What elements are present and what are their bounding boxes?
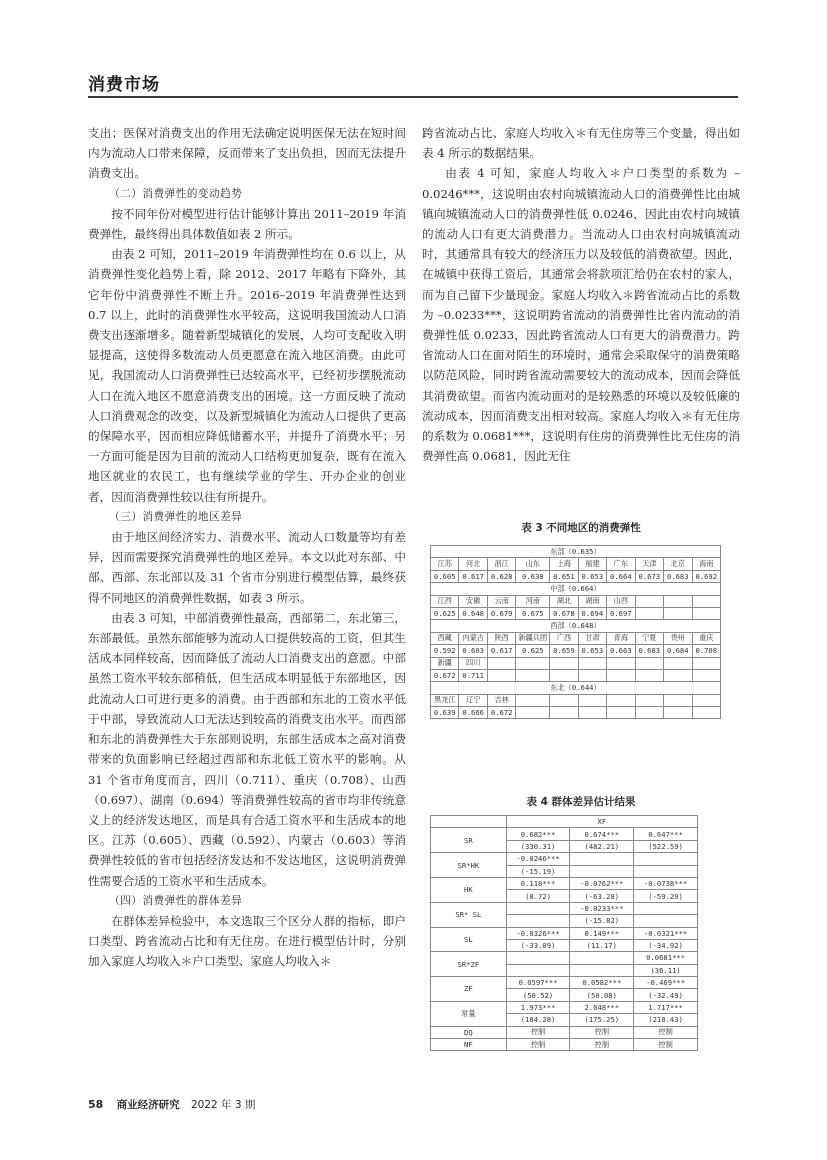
table4-cell bbox=[570, 964, 634, 976]
header-rule bbox=[88, 96, 738, 98]
table3-cell: 四川 bbox=[459, 657, 487, 669]
paragraph: 由表 4 可知，家庭人均收入＊户口类型的系数为 –0.0246***，这说明由农村向城镇流动人口的消费弹性比由城镇向城镇流动人口的消费弹性低 0.0246，因此由农村向城镇的流动人口有更大消费潜力。当流动人口由农村向城镇流动时，其通常具有较大的经济压力以及较低的消费欲望。因此，在城镇中获得工资后，其通常会将款项汇给仍在农村的家人，而为自己留下少量现金。家庭人均收入＊跨省流动占比的系数为 –0.0233***，这说明跨省流动的消费弹性比省内流动的消费弹性低 0.0233，因此跨省流动人口有更大的消费潜力。跨省流动人口在面对陌生的环境时，通常会采取保守的消费策略以防范风险，同时跨省流动需要较大的流动成本，因而会降低其消费欲望。而省内流动面对的是较熟悉的环境以及较低廉的流动成本，因而消费支出相对较高。家庭人均收入＊有无住房的系数为 0.0681***，这说明有住房的消费弹性比无住房的消费弹性高 0.0681，因此无住 bbox=[422, 166, 740, 464]
table4-cell: 控制 bbox=[634, 1039, 698, 1051]
table3-cell: 0.663 bbox=[607, 645, 635, 657]
subheading: （二）消费弹性的变动趋势 bbox=[109, 187, 243, 200]
table4-cell: -0.0326*** bbox=[506, 927, 570, 939]
table3-cell: 0.672 bbox=[431, 669, 459, 681]
table4-cell: (-15.82) bbox=[570, 915, 634, 927]
table3-cell bbox=[635, 694, 663, 706]
table3-cell: 甘肃 bbox=[578, 632, 606, 644]
table3-cell: 0.659 bbox=[550, 645, 578, 657]
table4-cell: 2.048*** bbox=[570, 1001, 634, 1013]
table3-cell bbox=[692, 607, 720, 619]
journal-name: 商业经济研究 bbox=[116, 1099, 180, 1111]
page-number: 58 bbox=[88, 1098, 104, 1111]
table3-cell: 0.683 bbox=[664, 570, 692, 582]
table3-cell: 0.683 bbox=[635, 645, 663, 657]
table4-cell bbox=[634, 853, 698, 865]
table3-cell: 吉林 bbox=[487, 694, 515, 706]
table3-cell: 山西 bbox=[607, 595, 635, 607]
table4-cell bbox=[634, 902, 698, 914]
table3-cell: 0.708 bbox=[692, 645, 720, 657]
table4-cell: (50.08) bbox=[570, 989, 634, 1001]
table3-cell: 江西 bbox=[431, 595, 459, 607]
table3-cell: 0.653 bbox=[578, 570, 606, 582]
table3-cell: 黑龙江 bbox=[431, 694, 459, 706]
table3-cell: 辽宁 bbox=[459, 694, 487, 706]
table4-cell: 控制 bbox=[634, 1026, 698, 1038]
table3-row bbox=[431, 632, 721, 644]
table4 bbox=[430, 815, 698, 1051]
table3-cell bbox=[692, 694, 720, 706]
table3-cell bbox=[664, 694, 692, 706]
paragraph: 在群体差异检验中，本文选取三个区分人群的指标，即户口类型、跨省流动占比和有无住房。在进行模型估计时，分别加入家庭人均收入＊户口类型、家庭人均收入＊ bbox=[88, 913, 406, 969]
table3-cell bbox=[635, 669, 663, 681]
table3-cell bbox=[664, 657, 692, 669]
table3-cell bbox=[487, 669, 515, 681]
table4-cell: 0.0681*** bbox=[634, 952, 698, 964]
table3-group-header: 西部（0.648） bbox=[431, 620, 721, 632]
table3-row bbox=[431, 607, 721, 619]
table3-cell: 青海 bbox=[607, 632, 635, 644]
table4-cell: -0.0762*** bbox=[570, 877, 634, 889]
table4-cell: (330.31) bbox=[506, 840, 570, 852]
table3-cell bbox=[578, 694, 606, 706]
issue-label: 2022 年 3 期 bbox=[191, 1099, 256, 1111]
table3-cell bbox=[607, 657, 635, 669]
subheading: （三）消费弹性的地区差异 bbox=[109, 510, 243, 523]
table3-cell bbox=[578, 669, 606, 681]
table4-row bbox=[431, 952, 698, 964]
table3-cell: 云南 bbox=[487, 595, 515, 607]
right-column bbox=[422, 123, 740, 466]
table3-cell: 0.678 bbox=[550, 607, 578, 619]
table3-cell: 0.694 bbox=[578, 607, 606, 619]
table4-cell bbox=[634, 865, 698, 877]
table4-row-label: SR*HK bbox=[431, 853, 507, 878]
table4-cell: (-34.92) bbox=[634, 939, 698, 951]
table3-cell: 0.711 bbox=[459, 669, 487, 681]
table4-cell: 1.973*** bbox=[506, 1001, 570, 1013]
table4-cell: -0.0233*** bbox=[570, 902, 634, 914]
table4-cell: -0.0738*** bbox=[634, 877, 698, 889]
table4-cell: 控制 bbox=[506, 1039, 570, 1051]
table4-row-label: NF bbox=[431, 1039, 507, 1051]
table3-cell bbox=[550, 707, 578, 719]
table3-cell: 海南 bbox=[692, 558, 720, 570]
table3-cell: 0.648 bbox=[459, 607, 487, 619]
table4-cell: (8.72) bbox=[506, 890, 570, 902]
table4-cell: 0.647*** bbox=[634, 828, 698, 840]
table4-cell bbox=[570, 952, 634, 964]
table3-cell: 陕西 bbox=[487, 632, 515, 644]
table3-cell: 广西 bbox=[550, 632, 578, 644]
table3-cell: 0.625 bbox=[516, 645, 550, 657]
paragraph: 支出；医保对消费支出的作用无法确定说明医保无法在短时间内为流动人口带来保障，反而带来了支出负担，因而无法提升消费支出。 bbox=[88, 126, 406, 181]
table3-cell bbox=[516, 694, 550, 706]
table4-row-label: DQ bbox=[431, 1026, 507, 1038]
table3-cell bbox=[692, 657, 720, 669]
paragraph: 按不同年份对模型进行估计能够计算出 2011–2019 年消费弹性，最终得出具体数值如表 2 所示。 bbox=[88, 206, 406, 242]
table4-cell bbox=[634, 915, 698, 927]
table3-cell: 0.617 bbox=[459, 570, 487, 582]
table4-cell: (-59.29) bbox=[634, 890, 698, 902]
table4-cell bbox=[570, 865, 634, 877]
table4-cell: (36.11) bbox=[634, 964, 698, 976]
table3-cell bbox=[692, 595, 720, 607]
table3-cell: 湖南 bbox=[578, 595, 606, 607]
table4-row-label: HK bbox=[431, 877, 507, 902]
table4-cell: (218.43) bbox=[634, 1014, 698, 1026]
table3-cell: 浙江 bbox=[487, 558, 515, 570]
table4-row-label: SL bbox=[431, 927, 507, 952]
paragraph: 由于地区间经济实力、消费水平、流动人口数量等均有差异，因而需要探究消费弹性的地区差异。本文以此对东部、中部、西部、东北部以及 31 个省市分别进行模型估算，最终获得不同地区的消费弹性数据，如表 3 所示。 bbox=[88, 530, 406, 605]
table3-cell bbox=[635, 607, 663, 619]
table3-cell: 广东 bbox=[607, 558, 635, 570]
table4-caption: 表 4 群体差异估计结果 bbox=[526, 796, 636, 808]
table3-group-header: 东北（0.644） bbox=[431, 682, 721, 694]
table3-cell: 0.692 bbox=[692, 570, 720, 582]
table4-row bbox=[431, 977, 698, 989]
table3-cell: 0.684 bbox=[664, 645, 692, 657]
table3-cell bbox=[635, 657, 663, 669]
table3-cell bbox=[607, 669, 635, 681]
table4-cell: 0.149*** bbox=[570, 927, 634, 939]
table3-row bbox=[431, 657, 721, 669]
table4-row bbox=[431, 877, 698, 889]
table4-row bbox=[431, 902, 698, 914]
table3-cell: 重庆 bbox=[692, 632, 720, 644]
table3-row bbox=[431, 558, 721, 570]
table3-cell bbox=[516, 657, 550, 669]
table4-cell: 0.0582*** bbox=[570, 977, 634, 989]
table3-caption: 表 3 不同地区的消费弹性 bbox=[521, 522, 641, 534]
table3-row bbox=[431, 669, 721, 681]
paragraph: 由表 2 可知，2011–2019 年消费弹性均在 0.6 以上，从消费弹性变化趋势上看，除 2012、2017 年略有下降外，其它年份中消费弹性不断上升。2016–2019 年消费弹性达到 0.7 以上，此时的消费弹性水平较高，这说明我国流动人口消费支出逐渐增多。随着新型城镇化的发展，人均可支配收入明显提高，这使得多数流动人员更愿意在流入地区消费。由此可见，我国流动人口消费弹性已达较高水平，已经初步摆脱流动人口在流入地区不愿意消费支出的困境。这一方面反映了流动人口消费观念的改变，以及新型城镇化为流动人口提供了更高的保障水平，因而相应降低储蓄水平，并提升了消费水平；另一方面可能是因为目前的流动人口结构更加复杂，既有在流入地区就业的农民工，也有继续学业的学生、开办企业的创业者，因而消费弹性较以往有所提升。 bbox=[88, 247, 406, 504]
table4-row-label: SR bbox=[431, 828, 507, 853]
table4-cell bbox=[506, 915, 570, 927]
table3-row bbox=[431, 707, 721, 719]
table4-cell: -0.469*** bbox=[634, 977, 698, 989]
table4-corner bbox=[431, 816, 507, 828]
table3-cell bbox=[550, 694, 578, 706]
table3-cell bbox=[664, 707, 692, 719]
table3-cell: 0.679 bbox=[487, 607, 515, 619]
table4-row-label: SR* SL bbox=[431, 902, 507, 927]
table3-cell bbox=[607, 707, 635, 719]
table4-cell: -0.0321*** bbox=[634, 927, 698, 939]
table3-cell: 0.628 bbox=[487, 570, 515, 582]
table4-row-label: 常量 bbox=[431, 1001, 507, 1026]
paragraph: 跨省流动占比、家庭人均收入＊有无住房等三个变量，得出如表 4 所示的数据结果。 bbox=[422, 126, 740, 161]
table4-cell: (-32.49) bbox=[634, 989, 698, 1001]
table3-cell bbox=[664, 669, 692, 681]
table3-cell bbox=[550, 669, 578, 681]
table4-cell bbox=[506, 952, 570, 964]
table3-cell: 天津 bbox=[635, 558, 663, 570]
table4-row bbox=[431, 853, 698, 865]
table3-cell bbox=[487, 657, 515, 669]
table3-cell: 湖北 bbox=[550, 595, 578, 607]
table3-cell: 新疆 bbox=[431, 657, 459, 669]
table4-cell: (-63.28) bbox=[570, 890, 634, 902]
table3-cell: 河北 bbox=[459, 558, 487, 570]
table3-cell: 0.639 bbox=[431, 707, 459, 719]
table3-cell: 宁夏 bbox=[635, 632, 663, 644]
table3-cell: 安徽 bbox=[459, 595, 487, 607]
table3-cell: 0.603 bbox=[459, 645, 487, 657]
left-column bbox=[88, 123, 406, 972]
table3-cell: 贵州 bbox=[664, 632, 692, 644]
table3-cell: 北京 bbox=[664, 558, 692, 570]
table4-cell bbox=[570, 853, 634, 865]
table4-cell: (184.28) bbox=[506, 1014, 570, 1026]
table4-cell: (482.21) bbox=[570, 840, 634, 852]
table4-cell bbox=[506, 964, 570, 976]
table3-cell: 0.605 bbox=[431, 570, 459, 582]
table4-cell bbox=[506, 902, 570, 914]
table3 bbox=[430, 545, 721, 719]
table3-cell: 0.592 bbox=[431, 645, 459, 657]
table4-cell: (50.52) bbox=[506, 989, 570, 1001]
table3-cell bbox=[635, 707, 663, 719]
table4-row bbox=[431, 1039, 698, 1051]
table3-row bbox=[431, 595, 721, 607]
page-footer bbox=[88, 1097, 255, 1112]
table3-cell: 0.625 bbox=[431, 607, 459, 619]
table3-cell: 新疆兵团 bbox=[516, 632, 550, 644]
table3-cell bbox=[664, 595, 692, 607]
subheading: （四）消费弹性的群体差异 bbox=[109, 894, 243, 907]
table4-cell: 0.674*** bbox=[570, 828, 634, 840]
table4-cell: 控制 bbox=[570, 1026, 634, 1038]
table3-cell: 山东 bbox=[516, 558, 550, 570]
table3-cell: 0.666 bbox=[459, 707, 487, 719]
table3-cell bbox=[550, 657, 578, 669]
table4-cell: (175.25) bbox=[570, 1014, 634, 1026]
paragraph: 由表 3 可知，中部消费弹性最高，西部第二，东北第三，东部最低。虽然东部能够为流动人口提供较高的工资，但其生活成本同样较高，因而降低了流动人口消费支出的意愿。中部虽然工资水平较东部稍低，但生活成本明显低于东部地区，因此流动人口可进行更多的消费。由于西部和东北的工资水平低于中部，导致流动人口无法达到较高的消费支出水平。而西部和东北的消费弹性大于东部则说明，东部生活成本之高对消费带来的负面影响已经超过西部和东北低工资水平的影响。从 31 个省市角度而言，四川（0.711）、重庆（0.708）、山西（0.697）、湖南（0.694）等消费弹性较高的省市均非传统意义上的经济发达地区，而是具有合适工资水平和生活成本的地区。江苏（0.605）、西藏（0.592）、内蒙古（0.603）等消费弹性较低的省市包括经济发达和不发达地区，这说明消费弹性需要合适的工资水平和生活成本。 bbox=[88, 610, 406, 888]
table4-row bbox=[431, 828, 698, 840]
table3-row bbox=[431, 570, 721, 582]
table3-group-header: 东部（0.635） bbox=[431, 546, 721, 558]
table4-cell: (-33.09) bbox=[506, 939, 570, 951]
table3-cell bbox=[578, 707, 606, 719]
table3-cell: 江苏 bbox=[431, 558, 459, 570]
table3-row bbox=[431, 694, 721, 706]
table3-cell bbox=[516, 669, 550, 681]
table3-cell: 0.653 bbox=[578, 645, 606, 657]
table3-cell bbox=[664, 607, 692, 619]
table4-row-label: SR*ZF bbox=[431, 952, 507, 977]
table3-cell bbox=[635, 595, 663, 607]
table4-header: XF bbox=[506, 816, 697, 828]
table3-group-header: 中部（0.664） bbox=[431, 583, 721, 595]
table3-cell: 0.697 bbox=[607, 607, 635, 619]
table4-cell: 0.0597*** bbox=[506, 977, 570, 989]
table3-cell: 0.617 bbox=[487, 645, 515, 657]
table3-cell bbox=[516, 707, 550, 719]
table4-cell: 1.717*** bbox=[634, 1001, 698, 1013]
section-title: 消费市场 bbox=[88, 75, 160, 95]
table3-cell: 上海 bbox=[550, 558, 578, 570]
table3-cell: 0.664 bbox=[607, 570, 635, 582]
table3-cell bbox=[607, 694, 635, 706]
table3-cell bbox=[692, 669, 720, 681]
table3-cell: 0.675 bbox=[516, 607, 550, 619]
table3-cell bbox=[692, 707, 720, 719]
table4-cell: (522.59) bbox=[634, 840, 698, 852]
table4-cell: 0.682*** bbox=[506, 828, 570, 840]
table3-cell: 0.638 bbox=[516, 570, 550, 582]
table3-cell: 内蒙古 bbox=[459, 632, 487, 644]
table3-cell: 0.673 bbox=[635, 570, 663, 582]
table3-cell: 福建 bbox=[578, 558, 606, 570]
table4-cell: -0.0246*** bbox=[506, 853, 570, 865]
table4-cell: (11.17) bbox=[570, 939, 634, 951]
table4-row bbox=[431, 927, 698, 939]
table4-row bbox=[431, 1026, 698, 1038]
table3-cell: 0.672 bbox=[487, 707, 515, 719]
table3-cell: 西藏 bbox=[431, 632, 459, 644]
table4-cell: 控制 bbox=[570, 1039, 634, 1051]
table3-cell bbox=[578, 657, 606, 669]
table4-row bbox=[431, 1001, 698, 1013]
table4-cell: (-15.19) bbox=[506, 865, 570, 877]
table4-cell: 控制 bbox=[506, 1026, 570, 1038]
table3-cell: 0.651 bbox=[550, 570, 578, 582]
table3-cell: 河南 bbox=[516, 595, 550, 607]
table4-row-label: ZF bbox=[431, 977, 507, 1002]
table3-row bbox=[431, 645, 721, 657]
table4-cell: 0.118*** bbox=[506, 877, 570, 889]
